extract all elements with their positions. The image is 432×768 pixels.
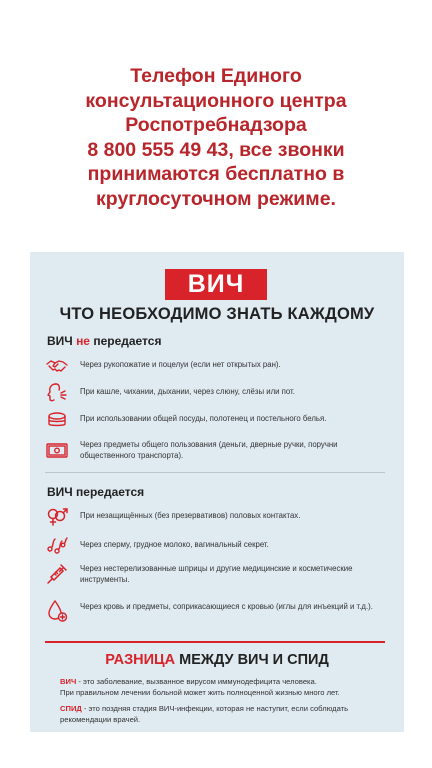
hotline-line: принимаются бесплатно в	[87, 163, 345, 185]
section-divider	[45, 472, 385, 473]
hotline-line: круглосуточном режиме.	[96, 187, 336, 210]
item-text: При использовании общей посуды, полотенец и постельного белья.	[80, 414, 327, 423]
item-text: При кашле, чихании, дыхании, через слюну, слёзы или пот.	[80, 387, 295, 396]
list-item	[45, 599, 390, 629]
list-item	[45, 354, 390, 384]
item-text: Через нестерелизованные шприцы и другие медицинские и косметические инструменты.	[80, 564, 353, 584]
list-item	[45, 438, 390, 468]
hotline-line: Телефон Единого	[130, 65, 302, 87]
item-text: Через рукопожатие и поцелуи (если нет открытых ран).	[80, 360, 281, 369]
money-icon	[45, 438, 69, 462]
poster-headline: ЧТО НЕОБХОДИМО ЗНАТЬ КАЖДОМУ	[59, 305, 375, 323]
hiv-definition	[60, 677, 390, 698]
sperm-icon	[45, 533, 69, 557]
dishes-towel-icon	[45, 408, 69, 432]
title-prefix: ВИЧ	[47, 334, 77, 348]
title-suffix: передается	[89, 334, 162, 348]
item-text: Через кровь и предметы, соприкасающиеся с кровью (иглы для инъекций и т.д.).	[80, 602, 373, 611]
red-divider	[45, 641, 385, 643]
item-text: Через предметы общего пользования (деньги, дверные ручки, поручни общественного транспорта).	[80, 440, 338, 460]
list-item	[45, 504, 390, 534]
aids-definition	[60, 704, 390, 725]
transmitted-title: ВИЧ передается	[47, 485, 145, 499]
not-transmitted-title	[47, 334, 161, 348]
list-item	[45, 533, 390, 563]
hiv-def-text-2: При правильном лечении больной может жить полноценной жизнью много лет.	[60, 687, 340, 697]
hotline-phone-line: 8 800 555 49 43, все звонки	[87, 138, 345, 161]
hotline-line: консультационного центра	[85, 89, 347, 112]
aids-def-text: - это поздняя стадия ВИЧ-инфекции, которая не наступит, если соблюдать рекомендации врачей.	[60, 704, 349, 724]
hotline-notice	[0, 64, 432, 211]
gender-symbols-icon	[45, 504, 69, 528]
difference-highlight: РАЗНИЦА	[105, 652, 176, 668]
difference-rest: МЕЖДУ ВИЧ И СПИД	[175, 652, 329, 668]
hiv-term: ВИЧ	[60, 677, 77, 686]
aids-term: СПИД	[60, 704, 82, 713]
hiv-brand-badge: ВИЧ	[165, 269, 267, 300]
title-highlight: не	[76, 334, 90, 348]
hotline-line: Роспотребнадзора	[125, 114, 307, 136]
handshake-icon	[45, 354, 69, 378]
cough-icon	[45, 381, 69, 405]
blood-drop-icon	[45, 599, 69, 623]
hiv-def-text: - это заболевание, вызванное вирусом иммунодефицита человека.	[76, 677, 317, 686]
list-item	[45, 562, 390, 592]
item-text: Через сперму, грудное молоко, вагинальный секрет.	[80, 540, 269, 549]
list-item	[45, 381, 390, 411]
list-item	[45, 408, 390, 438]
difference-title	[30, 652, 404, 668]
syringe-icon	[45, 562, 69, 586]
item-text: При незащищённых (без презервативов) половых контактах.	[80, 511, 301, 520]
